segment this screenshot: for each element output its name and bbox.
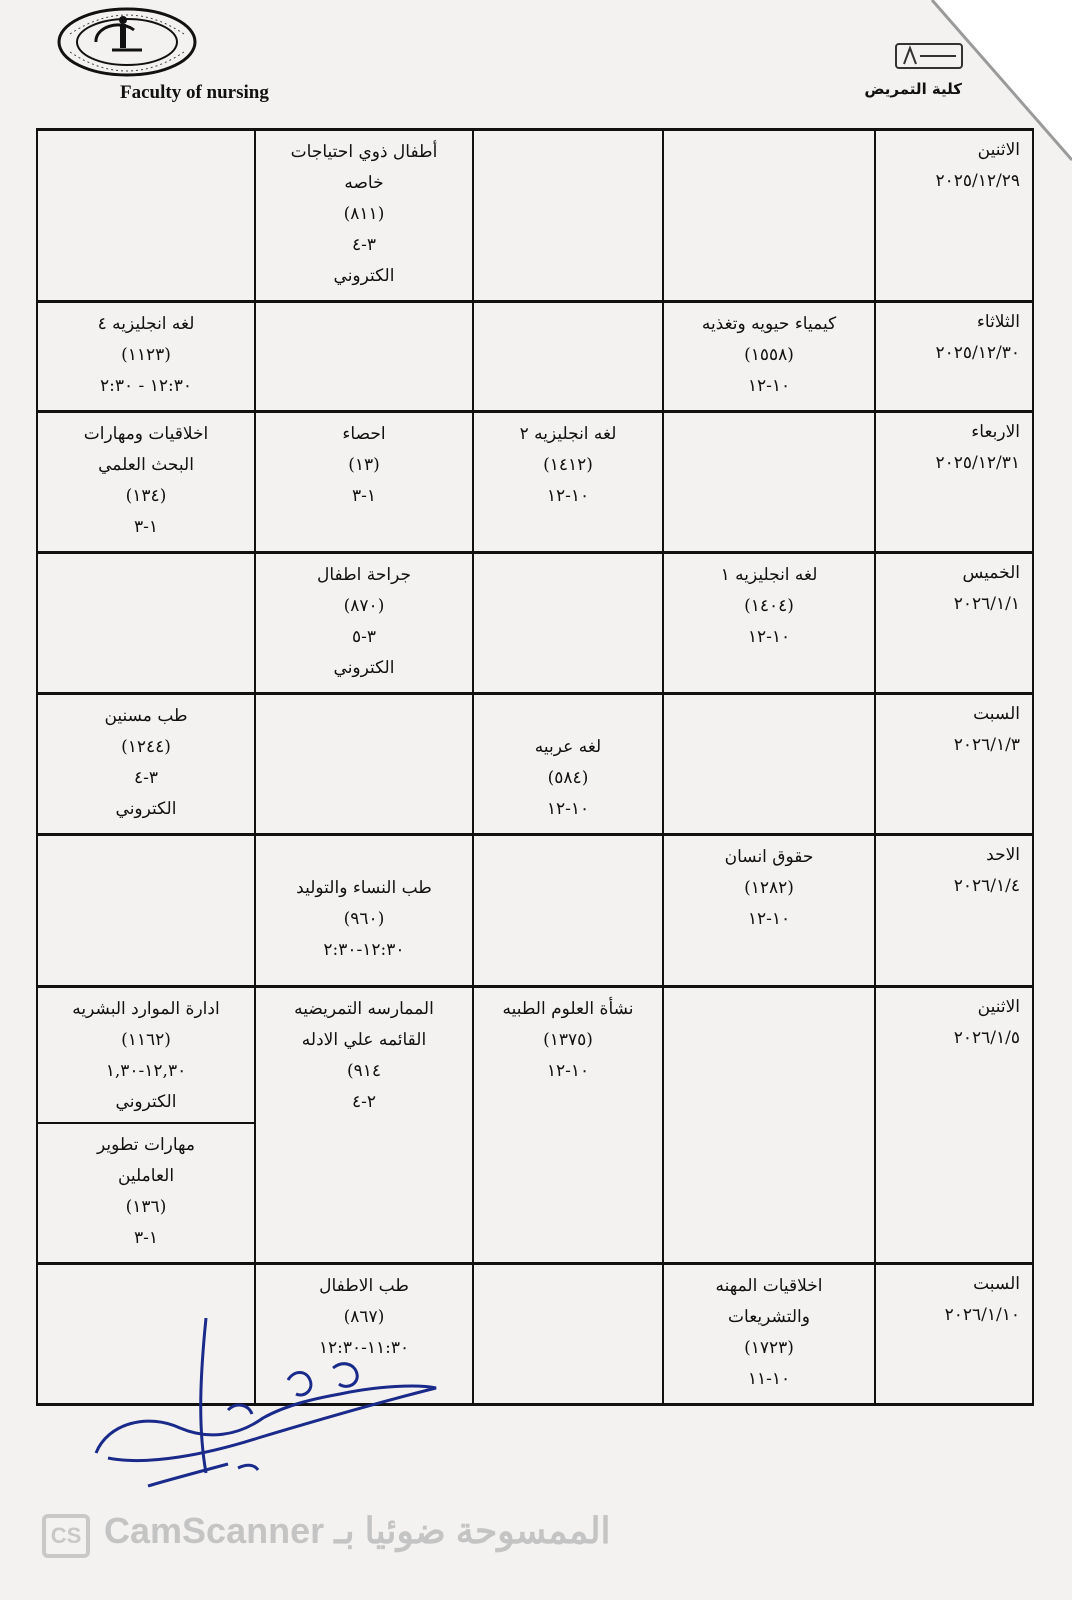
course-entry (482, 992, 654, 1091)
day-name: الخميس (962, 563, 1020, 583)
course-detail: (٨١١) (343, 204, 385, 224)
course-detail: ١٠-١٢ (747, 909, 791, 929)
empty-cell (37, 130, 255, 302)
course-entry (482, 699, 654, 829)
course-detail: ١٢:٣٠ - ٢:٣٠ (100, 376, 192, 396)
course-name (264, 842, 464, 873)
course-detail: البحث العلمي (98, 455, 194, 475)
course-name: لغه انجليزيه ٤ (97, 314, 195, 334)
empty-cell (663, 694, 875, 835)
empty-cell (37, 835, 255, 987)
faculty-name-arabic: كلية التمريض (864, 80, 962, 98)
day-date: ٢٠٢٦/١/٣ (953, 735, 1020, 755)
course-detail: لغه عربيه (534, 737, 602, 757)
day-name: الاربعاء (971, 422, 1020, 442)
course-name: حقوق انسان (724, 847, 814, 867)
course-entry (46, 417, 246, 547)
schedule-row (37, 412, 1033, 553)
course-detail: (٨٧٠) (343, 596, 385, 616)
empty-cell (663, 412, 875, 553)
course-detail: طب النساء والتوليد (296, 878, 432, 898)
course-entry (46, 699, 246, 829)
camscanner-watermark: CamScanner الممسوحة ضوئيا بـ (104, 1510, 611, 1551)
course-detail: (١٣) (348, 455, 380, 475)
course-name: لغه انجليزيه ٢ (519, 424, 617, 444)
course-detail: خاصه (344, 173, 384, 193)
course-detail: (١١٢٣) (121, 345, 171, 365)
course-entry (672, 1269, 866, 1399)
course-detail: الكتروني (115, 1092, 177, 1112)
course-detail: (١٣٧٥) (543, 1030, 593, 1050)
course-name (482, 701, 654, 732)
course-cell (663, 1264, 875, 1405)
schedule-row (37, 694, 1033, 835)
schedule-row (37, 130, 1033, 302)
course-detail: العاملين (117, 1166, 175, 1186)
course-detail: (٥٨٤) (547, 768, 589, 788)
course-cell (37, 694, 255, 835)
course-detail: ٣-٤ (351, 235, 377, 255)
camscanner-logo-icon: CS (42, 1514, 90, 1558)
day-cell (875, 302, 1033, 412)
course-detail: ١٠-١٢ (546, 799, 590, 819)
day-date: ٢٠٢٦/١/٤ (953, 876, 1020, 896)
course-cell (255, 412, 473, 553)
course-cell (255, 835, 473, 987)
course-name: اخلاقيات المهنه (715, 1276, 823, 1296)
empty-cell (255, 302, 473, 412)
course-detail: (٩٦٠) (343, 909, 385, 929)
course-detail: (١٢٤٤) (121, 737, 171, 757)
day-cell (875, 835, 1033, 987)
course-name: مهارات تطوير (96, 1135, 196, 1155)
course-detail: ١-٣ (133, 1228, 159, 1248)
day-name: السبت (973, 704, 1020, 724)
course-cell (663, 835, 875, 987)
course-name: اخلاقيات ومهارات (83, 424, 209, 444)
day-cell (875, 412, 1033, 553)
course-detail: ١٠-١٢ (546, 486, 590, 506)
course-detail: ٢-٤ (351, 1092, 377, 1112)
course-detail: (١٥٥٨) (744, 345, 794, 365)
empty-cell (473, 130, 663, 302)
empty-cell (473, 553, 663, 694)
course-name: كيمياء حيويه وتغذيه (701, 314, 837, 334)
course-detail: ١-٣ (133, 517, 159, 537)
schedule-row (37, 835, 1033, 987)
course-entry (672, 307, 866, 406)
course-detail: (١٣٤) (125, 486, 167, 506)
course-cell (255, 987, 473, 1264)
course-detail: ٣-٤ (133, 768, 159, 788)
course-name: الممارسه التمريضيه (294, 999, 434, 1019)
course-detail: ١٠-١٢ (747, 627, 791, 647)
course-entry (672, 840, 866, 939)
schedule-row (37, 987, 1033, 1264)
course-detail: (١٣٦) (125, 1197, 167, 1217)
course-cell (255, 130, 473, 302)
course-entry (46, 307, 246, 406)
course-cell (663, 553, 875, 694)
course-cell (37, 412, 255, 553)
course-cell (255, 553, 473, 694)
day-name: الاثنين (977, 997, 1020, 1017)
course-name: لغه انجليزيه ١ (720, 565, 818, 585)
course-entry (264, 840, 464, 970)
course-cell (473, 694, 663, 835)
course-detail: ٣-٥ (351, 627, 377, 647)
empty-cell (663, 130, 875, 302)
day-date: ٢٠٢٦/١/١ (953, 594, 1020, 614)
empty-cell (663, 987, 875, 1264)
course-detail: ١٠-١٢ (546, 1061, 590, 1081)
course-entry (672, 558, 866, 657)
day-cell (875, 1264, 1033, 1405)
empty-cell (473, 835, 663, 987)
course-detail: (١٢٨٢) (744, 878, 794, 898)
course-entry (264, 992, 464, 1122)
course-detail: (١١٦٢) (121, 1030, 171, 1050)
handwritten-signature (88, 1318, 448, 1508)
day-date: ٢٠٢٦/١/١٠ (944, 1305, 1020, 1325)
day-name: الثلاثاء (976, 312, 1020, 332)
course-detail: الكتروني (115, 799, 177, 819)
course-detail: ١-٣ (351, 486, 377, 506)
course-name: أطفال ذوي احتياجات (290, 142, 438, 162)
faculty-logo (56, 6, 198, 78)
faculty-name-english: Faculty of nursing (120, 82, 269, 103)
course-entry (264, 135, 464, 296)
course-entry (38, 1122, 254, 1258)
day-cell (875, 694, 1033, 835)
schedule-body (37, 130, 1033, 1405)
day-name: الاحد (986, 845, 1020, 865)
course-detail: ١٠-١٢ (747, 376, 791, 396)
day-cell (875, 130, 1033, 302)
course-detail: ١٠-١١ (747, 1369, 791, 1389)
day-date: ٢٠٢٥/١٢/٣٠ (935, 343, 1020, 363)
empty-cell (473, 1264, 663, 1405)
course-detail: (١٤١٢) (543, 455, 593, 475)
day-cell (875, 987, 1033, 1264)
schedule-row (37, 553, 1033, 694)
course-name: طب الاطفال (319, 1276, 409, 1296)
day-name: السبت (973, 1274, 1020, 1294)
course-name: طب مسنين (104, 706, 188, 726)
course-entry (482, 417, 654, 516)
course-detail: ١٢:٣٠-٢:٣٠ (323, 940, 405, 960)
course-detail: والتشريعات (728, 1307, 810, 1327)
course-detail: ٩١٤) (346, 1061, 382, 1081)
course-detail: ١١:٣٠-١٢:٣٠ (318, 1338, 410, 1358)
day-cell (875, 553, 1033, 694)
course-detail: الكتروني (333, 266, 395, 286)
empty-cell (473, 302, 663, 412)
empty-cell (37, 553, 255, 694)
course-name: نشأة العلوم الطبيه (502, 999, 634, 1019)
day-date: ٢٠٢٦/١/٥ (953, 1028, 1020, 1048)
course-cell (37, 987, 255, 1264)
empty-cell (255, 694, 473, 835)
course-detail: الكتروني (333, 658, 395, 678)
course-cell (663, 302, 875, 412)
course-entry (264, 417, 464, 516)
exam-schedule-table (36, 128, 1034, 1406)
course-name: ادارة الموارد البشريه (72, 999, 220, 1019)
course-detail: (٨٦٧) (343, 1307, 385, 1327)
course-detail: (١٧٢٣) (744, 1338, 794, 1358)
course-cell (473, 987, 663, 1264)
course-name: احصاء (342, 424, 386, 444)
day-date: ٢٠٢٥/١٢/٣١ (935, 453, 1020, 473)
course-detail: القائمه علي الادله (301, 1030, 427, 1050)
schedule-row (37, 302, 1033, 412)
course-name: جراحة اطفال (316, 565, 412, 585)
course-cell (37, 302, 255, 412)
course-detail: ١٢,٣٠-١,٣٠ (105, 1061, 187, 1081)
day-name: الاثنين (977, 140, 1020, 160)
course-entry (264, 558, 464, 688)
course-cell (473, 412, 663, 553)
course-detail: (١٤٠٤) (744, 596, 794, 616)
day-date: ٢٠٢٥/١٢/٢٩ (935, 171, 1020, 191)
course-entry (46, 992, 246, 1122)
